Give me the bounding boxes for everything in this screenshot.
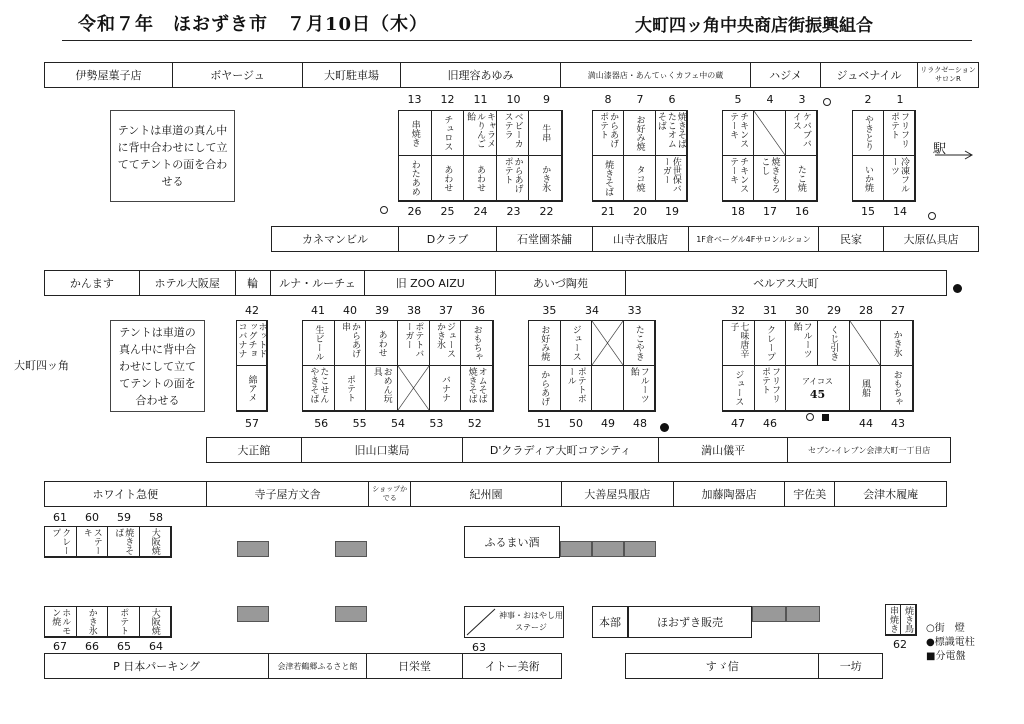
booth-numbers-a-top (398, 93, 563, 106)
shop-row-3 (44, 270, 947, 296)
tent-block (237, 606, 269, 622)
booth-numbers-f-top (302, 304, 494, 317)
booth-number: 33 (627, 304, 642, 317)
booth: 焼きもろこし (754, 156, 785, 201)
shop: 大町駐車場 (303, 63, 401, 87)
hozuki-sales (628, 606, 752, 638)
booth: かき氷 (77, 607, 109, 637)
booth: いか焼 (853, 156, 884, 201)
booth-number: 37 (439, 304, 453, 317)
booth-number: 66 (85, 640, 99, 653)
tent-note-1: テントは車道の真ん中に背中合わせにして立ててテントの面を合わせる (110, 110, 235, 202)
booth: かき氷 (881, 321, 913, 366)
booth-numbers-a-bot (398, 205, 563, 218)
booth-number: 14 (893, 205, 907, 218)
booth: からあげポテト (497, 156, 530, 201)
booth-number: 10 (506, 93, 521, 106)
shop: 山寺衣服店 (593, 227, 689, 251)
shop: 大正館 (207, 438, 302, 462)
booth-number: 29 (827, 304, 841, 317)
booth-number: 54 (390, 417, 405, 430)
shop: ベルアス大町 (753, 277, 819, 290)
booth-number: 25 (440, 205, 455, 218)
shop: カネマンビル (272, 227, 399, 251)
tent-block (560, 541, 592, 557)
legend (926, 622, 975, 664)
booth: フリフリポテト (755, 366, 787, 411)
booth-number: 48 (633, 417, 647, 430)
booth-numbers-i (44, 511, 172, 524)
booth-number: 44 (859, 417, 873, 430)
booth: たこせんやきそば (303, 366, 335, 411)
shop-row-6b (625, 653, 883, 679)
power-panel-icon (822, 414, 829, 421)
booth-numbers-g-bot (528, 417, 656, 430)
booth-number: 28 (859, 304, 873, 317)
booth-numbers-h-bot (722, 417, 914, 430)
street-lamp-icon (823, 98, 831, 106)
booth-empty (592, 321, 624, 366)
booth-number: 30 (795, 304, 809, 317)
booth-numbers-d-bot (852, 205, 916, 218)
shop: Dクラブ (399, 227, 497, 251)
booth: ベビーカステラ (497, 111, 530, 156)
booth: お好み焼 (624, 111, 655, 156)
stage-number: 63 (472, 641, 486, 654)
booth-block-c (722, 110, 818, 202)
hozuki-sales-label: ほおずき販売 (657, 616, 723, 629)
booth-number: 64 (149, 640, 163, 653)
booth-numbers-b-top (592, 93, 688, 106)
booth: たこやき (624, 321, 656, 366)
shop: 宇佐美 (785, 482, 835, 506)
booth-number: 6 (668, 93, 676, 106)
booth-number: 20 (633, 205, 647, 218)
tent-block (335, 606, 367, 622)
shop: ルナ・ルーチェ (271, 271, 366, 295)
booth: 佐世保バーガー (656, 156, 687, 201)
shop: 1F倉ベーグル4Fサロンルション (689, 227, 819, 251)
booth-number: 9 (543, 93, 550, 106)
booth-number: 3 (798, 93, 806, 106)
booth-number: 24 (473, 205, 488, 218)
shop: 大原仏具店 (903, 233, 959, 246)
shop: P 日本パーキング (45, 654, 269, 678)
booth-number: 39 (375, 304, 389, 317)
shop: 紀州園 (411, 482, 562, 506)
tent-block (786, 606, 820, 622)
shop: 輪 (236, 271, 271, 295)
shop-row-6 (44, 653, 562, 679)
legend-pole: ●標識電柱 (926, 637, 975, 648)
booth: 生ビール (303, 321, 335, 366)
booth: チキンステーキ (723, 156, 754, 201)
booth: やきとり (853, 111, 884, 156)
shop: ホテル大阪屋 (140, 271, 236, 295)
booth-number: 31 (763, 304, 777, 317)
booth-number: 55 (352, 417, 367, 430)
booth-number: 19 (665, 205, 679, 218)
booth-block-k (885, 604, 917, 636)
booth: 冷凍フルーツ (884, 156, 915, 201)
booth-numbers-c-bot (722, 205, 818, 218)
booth-number: 40 (343, 304, 357, 317)
booth: 大阪焼 (140, 607, 172, 637)
header-rule (62, 40, 972, 41)
booth-number: 56 (314, 417, 329, 430)
booth-number: 26 (407, 205, 422, 218)
arrow-right-icon (935, 150, 975, 160)
shop: すゞ信 (626, 654, 819, 678)
stage-diagonal (465, 607, 497, 637)
shop: 大善屋呉服店 (562, 482, 674, 506)
shop: 日栄堂 (367, 654, 464, 678)
shop: ホワイト急便 (45, 482, 207, 506)
sake-label: ふるまい酒 (484, 536, 540, 549)
shop-row-2 (271, 226, 979, 252)
shop: リラクゼーションサロンR (920, 66, 976, 83)
shop: D'クラディア大町コアシティ (463, 438, 658, 462)
booth-aikosu (786, 366, 849, 411)
booth: ホットドッグチョコバナナ (237, 321, 267, 366)
booth: からあげ串 (335, 321, 367, 366)
booth-number: 23 (506, 205, 521, 218)
booth: ホルモン焼 (45, 607, 77, 637)
shop: 加藤陶器店 (674, 482, 786, 506)
booth: わたあめ (399, 156, 432, 201)
booth: フルーツ飴 (624, 366, 656, 411)
booth-number: 60 (85, 511, 99, 524)
booth-number: 22 (539, 205, 554, 218)
shop: ハジメ (751, 63, 821, 87)
tent-block (752, 606, 786, 622)
booth: チュロス (432, 111, 465, 156)
booth-numbers-g-top (528, 304, 656, 317)
shop: 旧 ZOO AIZU (365, 271, 496, 295)
shop: 会津木履庵 (863, 488, 919, 501)
booth-numbers-d-top (852, 93, 916, 106)
booth-number: 7 (636, 93, 644, 106)
booth: ジュースかき氷 (430, 321, 462, 366)
shop-row-4 (206, 437, 951, 463)
booth-numbers-h-top (722, 304, 914, 317)
booth: あわせ (432, 156, 465, 201)
booth-empty (398, 366, 430, 411)
booth-numbers-e-bot (236, 417, 268, 430)
utility-pole-icon (953, 284, 962, 293)
booth: キャラメルりんご飴 (464, 111, 497, 156)
booth-number: 27 (891, 304, 905, 317)
booth: クレープ (755, 321, 787, 366)
shop: 石堂園茶舗 (497, 227, 593, 251)
booth-number: 51 (537, 417, 551, 430)
page-title: 令和７年 ほおずき市 ７月10日（木） (78, 14, 429, 35)
booth-block-h (722, 320, 914, 412)
booth-number: 49 (601, 417, 615, 430)
tent-block (237, 541, 269, 557)
booth-number: 42 (245, 304, 259, 317)
booth: 焼き鳥 (901, 605, 916, 635)
booth-number: 53 (429, 417, 444, 430)
booth-number: 38 (407, 304, 421, 317)
booth-number: 18 (731, 205, 745, 218)
booth-number: 45 (809, 387, 826, 401)
shop: 民家 (819, 227, 884, 251)
shop: 寺子屋方文舎 (207, 482, 370, 506)
sake-booth (464, 526, 560, 558)
booth-block-d (852, 110, 916, 202)
booth: ポテトボール (561, 366, 593, 411)
booth-numbers-e-top (236, 304, 268, 317)
booth-number: 21 (601, 205, 615, 218)
booth: ステーキ (77, 527, 109, 557)
booth: ジュース (561, 321, 593, 366)
shop: 満山儀平 (659, 438, 789, 462)
tent-note-2: テントは車道の真ん中に背中合わせにして立ててテントの面を合わせる (110, 320, 205, 412)
booth-number: 67 (53, 640, 67, 653)
booth: お好み焼 (529, 321, 561, 366)
headquarters (592, 606, 628, 638)
booth-block-a (398, 110, 563, 202)
organizer-name: 大町四ッ角中央商店街振興組合 (635, 16, 873, 36)
booth-number: 36 (471, 304, 485, 317)
booth-number: 17 (763, 205, 777, 218)
booth: ジュース (723, 366, 755, 411)
booth-empty (754, 111, 785, 156)
booth: ポテトバーガー (398, 321, 430, 366)
booth-number: 35 (542, 304, 557, 317)
booth-number: 47 (731, 417, 745, 430)
shop: かんます (45, 271, 140, 295)
booth: タコ焼 (624, 156, 655, 201)
booth-numbers-f-bot (302, 417, 494, 430)
booth-numbers-b-bot (592, 205, 688, 218)
shop: ジュベナイル (821, 63, 918, 87)
booth-number: 57 (245, 417, 259, 430)
booth-number: 13 (407, 93, 422, 106)
tent-block (592, 541, 624, 557)
booth: チキンステーキ (723, 111, 754, 156)
booth-empty (850, 321, 882, 366)
booth-label: アイコス (802, 376, 833, 386)
booth-number: 41 (311, 304, 325, 317)
booth-numbers-c-top (722, 93, 818, 106)
tent-block (335, 541, 367, 557)
booth: フルーツ飴 (786, 321, 818, 366)
shop: あいづ陶苑 (496, 271, 626, 295)
booth-number: 50 (569, 417, 583, 430)
booth: 七味唐辛子 (723, 321, 755, 366)
booth-number: 58 (149, 511, 163, 524)
booth-number: 65 (117, 640, 131, 653)
shop: セブン-イレブン会津大町一丁目店 (808, 445, 931, 455)
side-label: 大町四ッ角 (14, 359, 69, 372)
street-lamp-icon (928, 212, 936, 220)
booth: くじ引き (818, 321, 850, 366)
booth: たこ焼 (786, 156, 817, 201)
booth: おもちゃ (881, 366, 913, 411)
booth: からあげ (529, 366, 561, 411)
booth-block-g (528, 320, 656, 412)
booth: あわせ (366, 321, 398, 366)
shop: ショップかでる (369, 482, 411, 506)
booth-number: 5 (734, 93, 742, 106)
booth-number: 59 (117, 511, 131, 524)
shop-row-1 (44, 62, 979, 88)
headquarters-label: 本部 (599, 616, 621, 629)
booth: バナナ (430, 366, 462, 411)
booth: 綿アメ (237, 366, 267, 411)
booth-number: 32 (731, 304, 745, 317)
booth-block-j (44, 606, 172, 638)
booth: 串焼き (886, 605, 901, 635)
booth: おもちゃ (461, 321, 493, 366)
booth-number: 52 (467, 417, 482, 430)
booth: ポテト (335, 366, 367, 411)
booth-number: 46 (763, 417, 777, 430)
utility-pole-icon (660, 423, 669, 432)
booth (592, 366, 624, 411)
station-label: 駅 (933, 142, 947, 157)
booth-number: 43 (891, 417, 905, 430)
booth: 串焼き (399, 111, 432, 156)
booth: からあげポテト (593, 111, 624, 156)
booth: 牛串 (529, 111, 562, 156)
booth-block-i (44, 526, 172, 558)
booth-number: 61 (53, 511, 67, 524)
legend-lamp: ○街 燈 (926, 623, 965, 634)
booth: あわせ (464, 156, 497, 201)
booth-block-b (592, 110, 688, 202)
booth: オムそば焼きそば (461, 366, 493, 411)
street-lamp-icon (380, 206, 388, 214)
legend-panel: ■分電盤 (926, 651, 966, 662)
shop: 一坊 (839, 660, 862, 673)
booth-number: 62 (893, 638, 907, 651)
booth-number: 12 (440, 93, 455, 106)
shop: 会津若鶴郷ふるさと館 (269, 654, 367, 678)
booth: 焼きそばたこオムそば (656, 111, 687, 156)
booth-number: 15 (861, 205, 875, 218)
booth: 大阪焼 (140, 527, 172, 557)
stage-label: 神事・おはやし用ステージ (499, 611, 563, 632)
shop: ボヤージュ (173, 63, 303, 87)
shop: 旧理容あゆみ (401, 63, 561, 87)
shop: イトー美術 (484, 660, 540, 673)
booth-block-e (236, 320, 268, 412)
tent-block (624, 541, 656, 557)
booth-number: 11 (473, 93, 488, 106)
booth: 焼きそば (108, 527, 140, 557)
booth: かき氷 (529, 156, 562, 201)
booth-number: 4 (766, 93, 774, 106)
shop: 満山漆器店・あんてぃくカフェ中の蔵 (561, 63, 751, 87)
booth-number: 8 (604, 93, 612, 106)
booth-numbers-j (44, 640, 172, 653)
stage (464, 606, 564, 638)
shop: 伊勢屋菓子店 (45, 63, 173, 87)
booth: フリフリポテト (884, 111, 915, 156)
booth-number: 34 (584, 304, 599, 317)
booth: おめん玩具 (366, 366, 398, 411)
shop-row-5 (44, 481, 947, 507)
booth-block-f (302, 320, 494, 412)
booth: クレープ (45, 527, 77, 557)
booth-number: 16 (795, 205, 809, 218)
booth: ケバブバイス (786, 111, 817, 156)
booth: 風船 (850, 366, 882, 411)
booth: ポテト (108, 607, 140, 637)
booth: 焼きそば (593, 156, 624, 201)
booth-number: 2 (864, 93, 872, 106)
booth-number: 1 (896, 93, 904, 106)
street-lamp-icon (806, 413, 814, 421)
shop: 旧山口薬局 (302, 438, 464, 462)
